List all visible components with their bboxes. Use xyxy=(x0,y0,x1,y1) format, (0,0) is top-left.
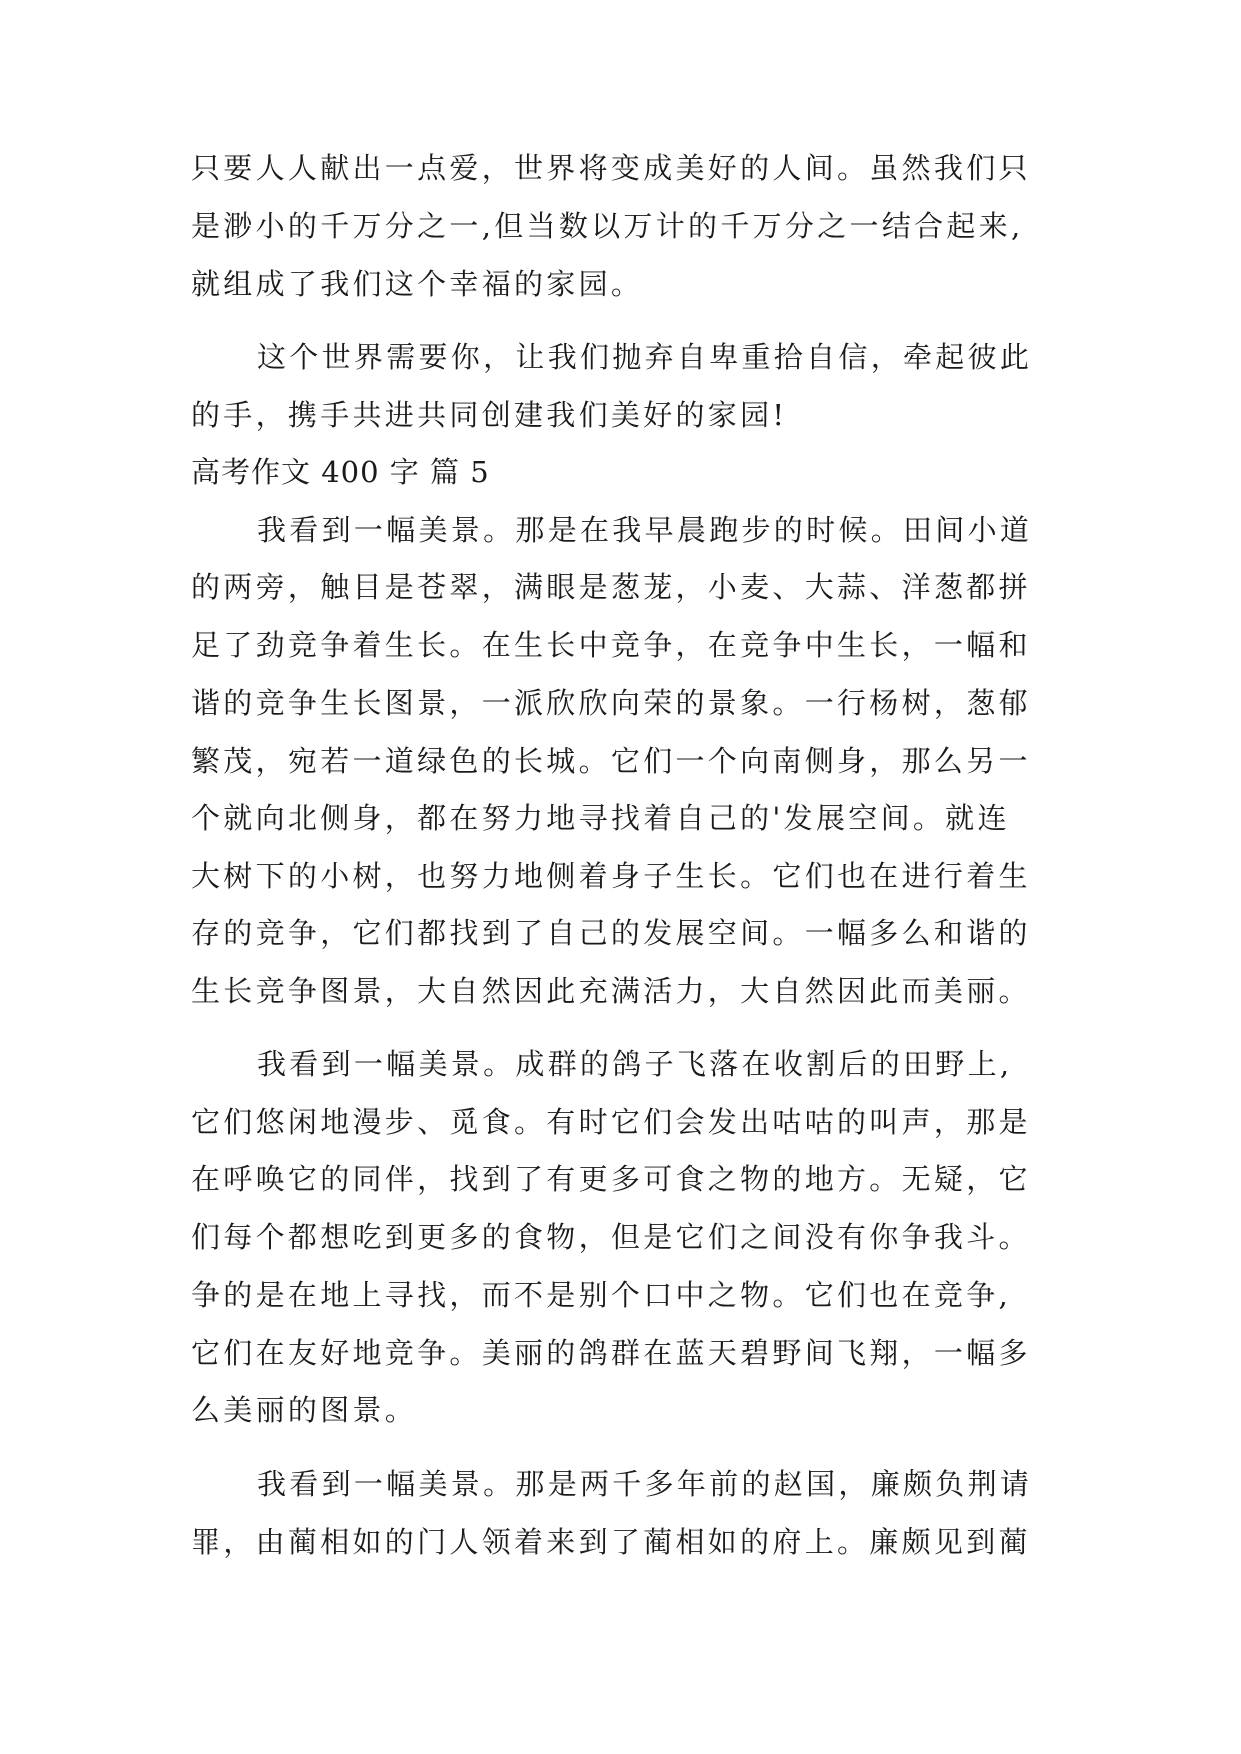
text-line: 它们悠闲地漫步、觅食。有时它们会发出咕咕的叫声，那是 xyxy=(191,1105,1031,1139)
text-line: 只要人人献出一点爱，世界将变成美好的人间。虽然我们只 xyxy=(191,151,1031,185)
text-line: 生长竞争图景，大自然因此充满活力，大自然因此而美丽。 xyxy=(191,974,1031,1008)
text-line: 们每个都想吃到更多的食物，但是它们之间没有你争我斗。 xyxy=(191,1220,1031,1254)
text-line: 足了劲竞争着生长。在生长中竞争，在竞争中生长，一幅和 xyxy=(191,628,1031,662)
text-line: 繁茂，宛若一道绿色的长城。它们一个向南侧身，那么另一 xyxy=(191,744,1031,778)
text-line: 是渺小的千万分之一,但当数以万计的千万分之一结合起来, xyxy=(191,209,1024,243)
text-line: 谐的竞争生长图景，一派欣欣向荣的景象。一行杨树，葱郁 xyxy=(191,686,1031,720)
paragraph-first-line: 我看到一幅美景。那是在我早晨跑步的时候。田间小道 xyxy=(257,513,1033,547)
text-line: 争的是在地上寻找，而不是别个口中之物。它们也在竞争, xyxy=(191,1278,1012,1312)
paragraph-first-line: 我看到一幅美景。那是两千多年前的赵国，廉颇负荆请 xyxy=(257,1467,1033,1501)
text-line: 个就向北侧身，都在努力地寻找着自己的'发展空间。就连 xyxy=(191,801,1010,835)
paragraph-first-line: 我看到一幅美景。成群的鸽子飞落在收割后的田野上, xyxy=(257,1047,1013,1081)
text-line: 在呼唤它的同伴，找到了有更多可食之物的地方。无疑，它 xyxy=(191,1162,1031,1196)
text-line: 存的竞争，它们都找到了自己的发展空间。一幅多么和谐的 xyxy=(191,916,1031,950)
text-line: 的手，携手共进共同创建我们美好的家园! xyxy=(191,398,788,432)
text-line: 它们在友好地竞争。美丽的鸽群在蓝天碧野间飞翔，一幅多 xyxy=(191,1336,1031,1370)
text-line: 的两旁，触目是苍翠，满眼是葱茏，小麦、大蒜、洋葱都拼 xyxy=(191,570,1031,604)
text-line: 大树下的小树，也努力地侧着身子生长。它们也在进行着生 xyxy=(191,859,1031,893)
paragraph-first-line: 这个世界需要你，让我们抛弃自卑重拾自信，牵起彼此 xyxy=(257,340,1033,374)
text-line: 就组成了我们这个幸福的家园。 xyxy=(191,267,644,301)
text-line: 罪，由蔺相如的门人领着来到了蔺相如的府上。廉颇见到蔺 xyxy=(191,1525,1031,1559)
section-heading: 高考作文 400 字 篇 5 xyxy=(191,455,490,489)
text-line: 么美丽的图景。 xyxy=(191,1393,418,1427)
